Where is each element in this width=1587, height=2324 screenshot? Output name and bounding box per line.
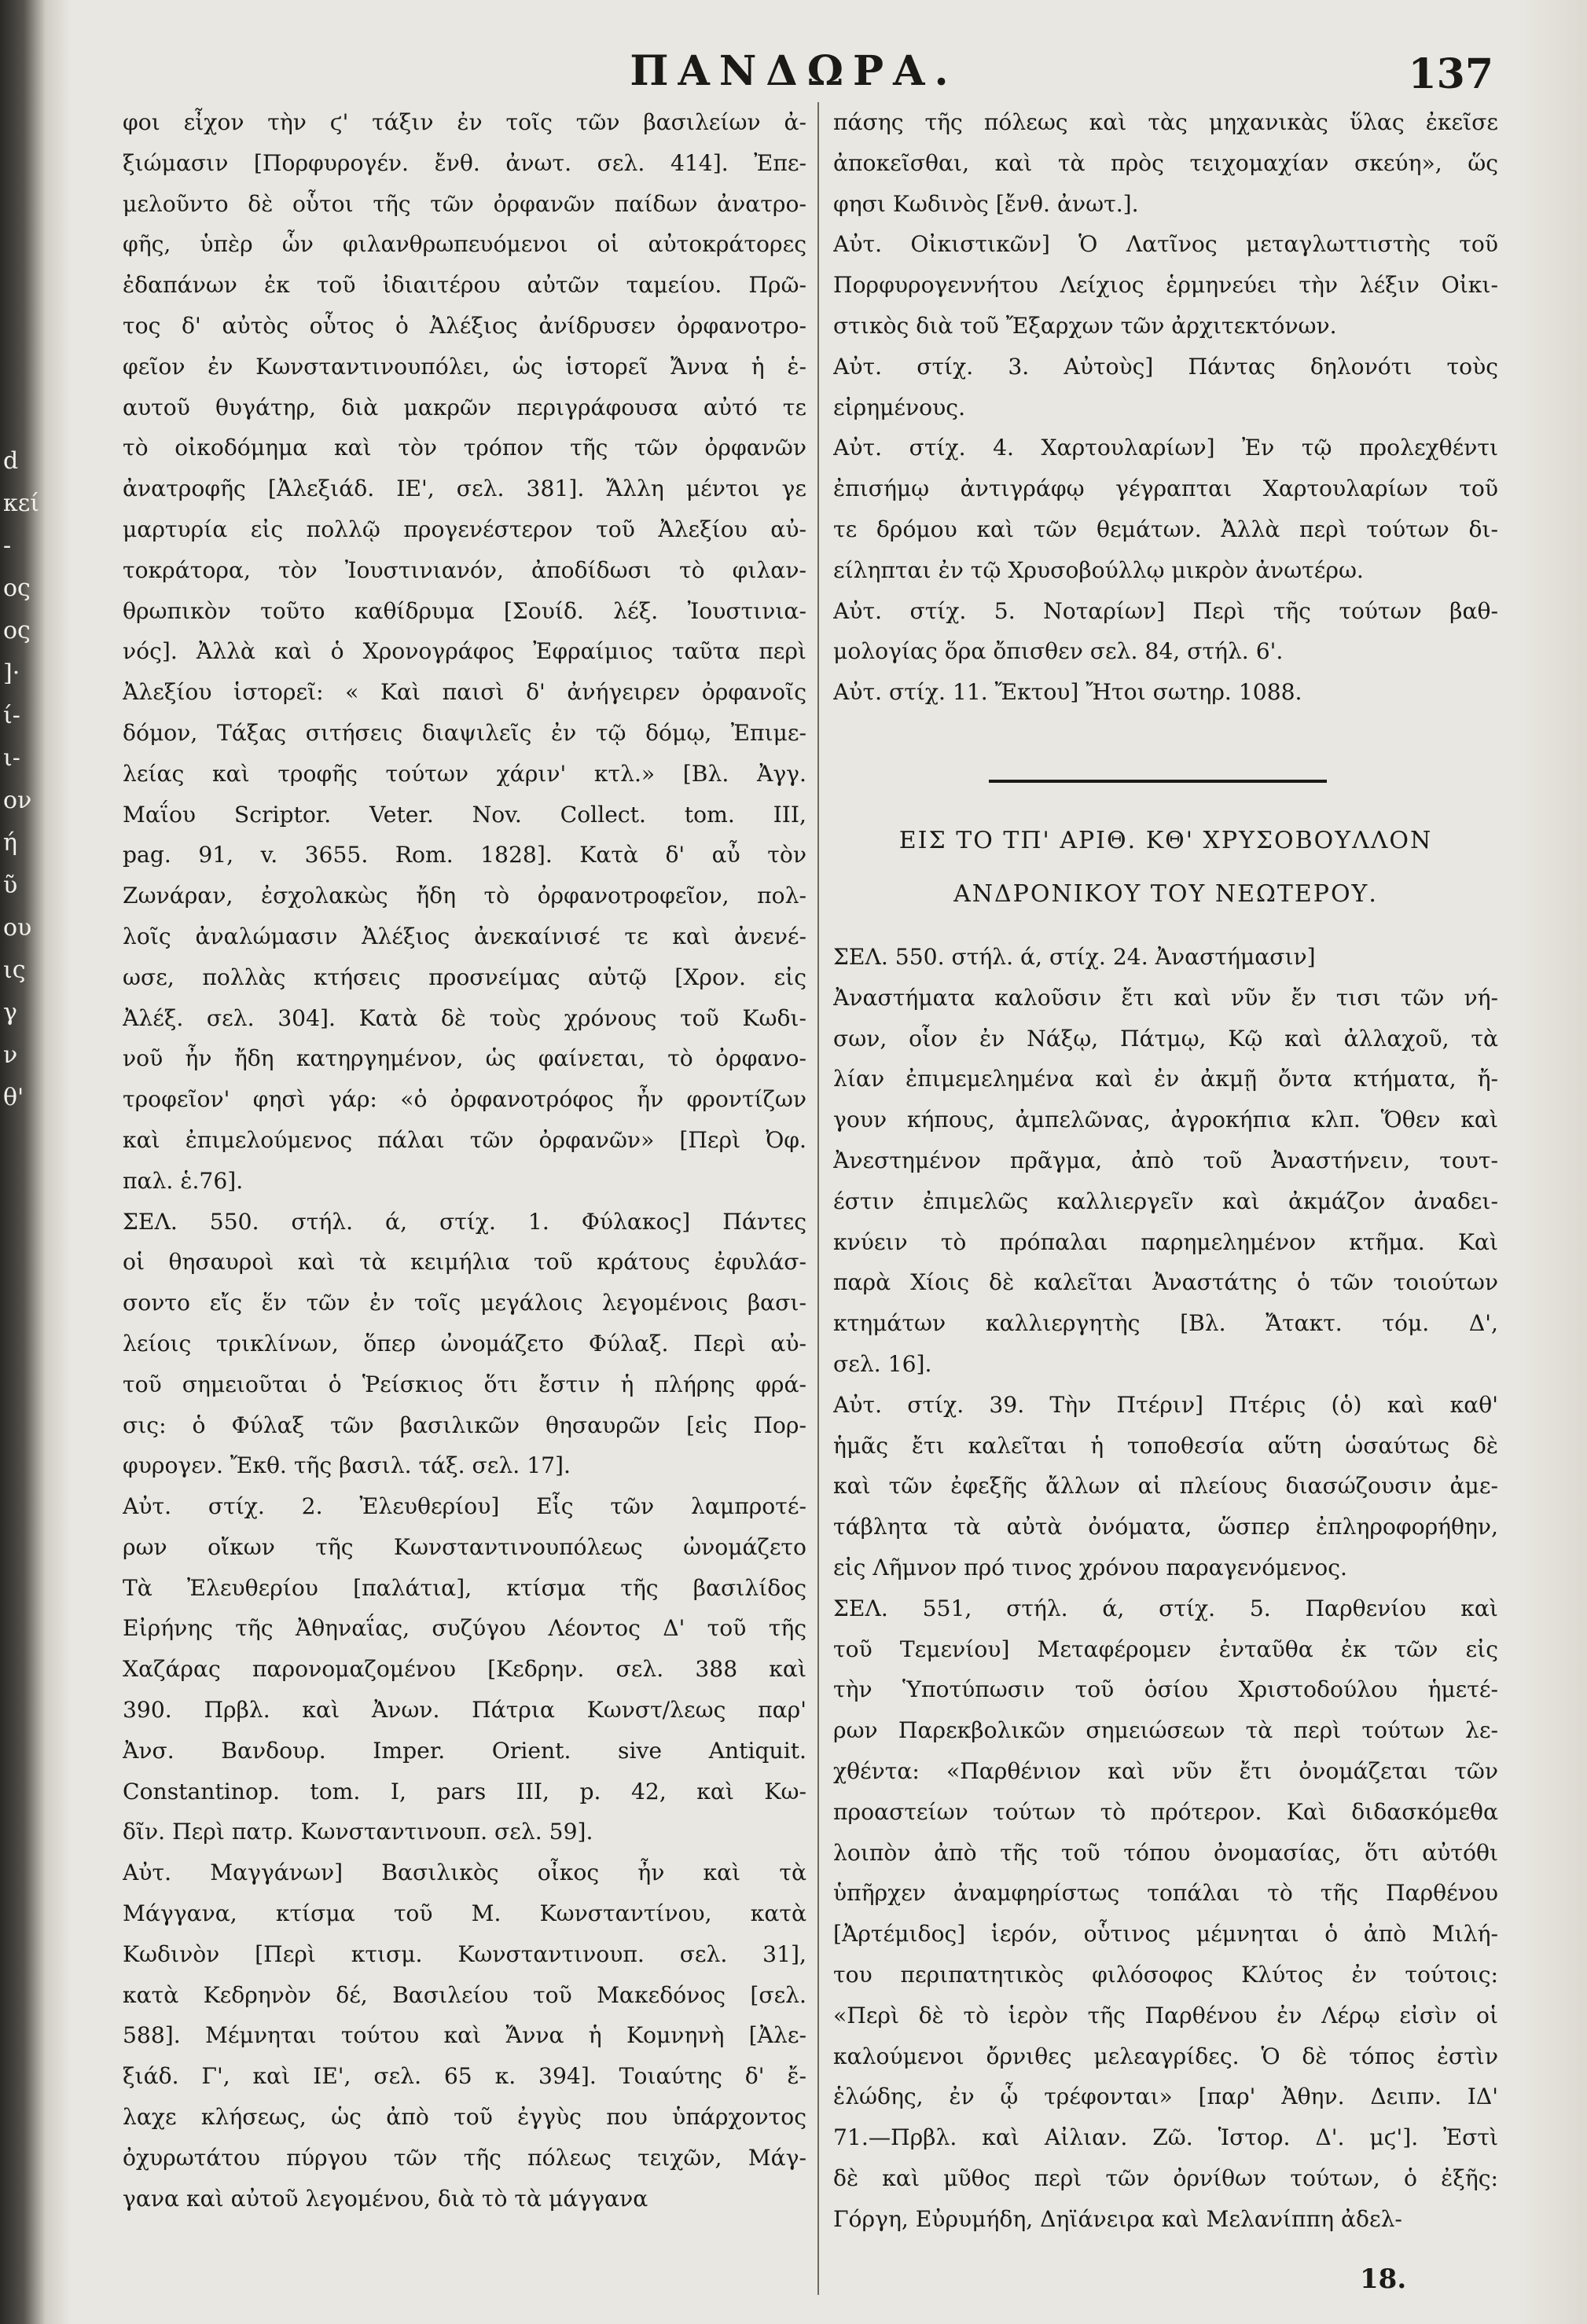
- text-line: ξιώμασιν [Πορφυρογέν. ἔνθ. ἀνωτ. σελ. 414]. Ἐπε-: [123, 149, 806, 176]
- text-line: ἐδαπάνων ἐκ τοῦ ἰδιαιτέρου αὐτῶν ταμείου. Πρῶ-: [123, 272, 806, 299]
- text-line: Αὐτ. Οἰκιστικῶν] Ὁ Λατῖνος μεταγλωττιστὴς τοῦ: [833, 231, 1498, 258]
- text-line: Κωδινὸν [Περὶ κτισμ. Κωνσταντινουπ. σελ. 31],: [123, 1940, 806, 1967]
- gutter-fragment: ις: [3, 956, 26, 984]
- text-line: Αὐτ. στίχ. 39. Τὴν Πτέριν] Πτέρις (ὁ) καὶ καθ': [833, 1391, 1498, 1418]
- text-line: τὸ οἰκοδόμημα καὶ τὸν τρόπον τῆς τῶν ὀρφανῶν: [123, 435, 806, 461]
- text-line: λοῖς ἀναλώμασιν Ἀλέξιος ἀνεκαίνισέ τε καὶ ἀνενέ-: [123, 923, 806, 949]
- gutter-fragment: γ: [3, 999, 17, 1026]
- text-line: ρων οἴκων τῆς Κωνσταντινουπόλεως ὠνομάζετο: [123, 1533, 806, 1560]
- gutter-fragment: ος: [3, 617, 31, 644]
- text-line: Ἀλέξ. σελ. 304]. Κατὰ δὲ τοὺς χρόνους τοῦ Κωδι-: [123, 1004, 806, 1031]
- text-line: Ἀνεστημένον πρᾶγμα, ἀπὸ τοῦ Ἀναστήνειν, τουτ-: [833, 1147, 1498, 1173]
- text-line: ΣΕΛ. 550. στήλ. ά, στίχ. 24. Ἀναστήμασιν]: [833, 944, 1316, 970]
- text-line: κνύειν τὸ πρόπαλαι παρημελημένον κτῆμα. Καὶ: [833, 1228, 1498, 1255]
- right-column-bottom: [833, 937, 1498, 2240]
- text-line: μολογίας ὅρα ὄπισθεν σελ. 84, στήλ. 6'.: [833, 638, 1284, 665]
- text-line: σων, οἷον ἐν Νάξῳ, Πάτμῳ, Κῷ καὶ ἀλλαχοῦ, τὰ: [833, 1025, 1498, 1052]
- section-rule: [989, 780, 1327, 783]
- text-line: νός]. Ἀλλὰ καὶ ὁ Χρονογράφος Ἐφραίμιος ταῦτα περὶ: [123, 638, 806, 665]
- text-line: λείοις τρικλίνων, ὅπερ ὠνομάζετο Φύλαξ. Περὶ αὐ-: [123, 1330, 806, 1357]
- text-line: παρὰ Χίοις δὲ καλεῖται Ἀναστάτης ὁ τῶν τοιούτων: [833, 1269, 1498, 1296]
- page-header: [94, 47, 1493, 102]
- text-line: σοντο εἴς ἕν τῶν ἐν τοῖς μεγάλοις λεγομένοις βασι-: [123, 1290, 806, 1316]
- text-line: στικὸς διὰ τοῦ Ἔξαρχων τῶν ἀρχιτεκτόνων.: [833, 312, 1337, 339]
- text-line: Πορφυρογεννήτου Λείχιος ἑρμηνεύει τὴν λέξιν Οἰκι-: [833, 272, 1498, 299]
- text-line: τοκράτορα, τὸν Ἰουστινιανόν, ἀποδίδωσι τὸ φιλαν-: [123, 556, 806, 583]
- gutter-fragment: d: [3, 447, 19, 475]
- text-line: 588]. Μέμνηται τούτου καὶ Ἄννα ἡ Κομνηνὴ [Ἀλε-: [123, 2022, 806, 2049]
- text-line: pag. 91, v. 3655. Rom. 1828]. Κατὰ δ' αὖ τὸν: [123, 842, 806, 868]
- text-line: τος δ' αὐτὸς οὗτος ὁ Ἀλέξιος ἀνίδρυσεν ὀρφανοτρο-: [123, 312, 806, 339]
- text-line: οἱ θησαυροὶ καὶ τὰ κειμήλια τοῦ κράτους ἐφυλάσ-: [123, 1249, 806, 1276]
- text-line: Ἀναστήματα καλοῦσιν ἔτι καὶ νῦν ἔν τισι τῶν νή-: [833, 984, 1498, 1011]
- text-line: Ζωνάραν, ἐσχολακὼς ἤδη τὸ ὀρφανοτροφεῖον, πολ-: [123, 883, 806, 909]
- text-line: φεῖον ἐν Κωνσταντινουπόλει, ὡς ἱστορεῖ Ἄννα ἡ ἑ-: [123, 353, 806, 380]
- section-title-line1: ΕΙΣ ΤΟ ΤΠ' ΑΡΙΘ. ΚΘ' ΧΡΥΣΟΒΟΥΛΛΟΝ: [898, 827, 1433, 854]
- text-line: Εἰρήνης τῆς Ἀθηναΐας, συζύγου Λέοντος Δ' τοῦ τῆς: [123, 1615, 806, 1642]
- left-column: [123, 102, 806, 2219]
- text-line: τε δρόμου καὶ τῶν θεμάτων. Ἀλλὰ περὶ τούτων δι-: [833, 516, 1498, 542]
- column-divider: [817, 102, 819, 2295]
- text-line: αυτοῦ θυγάτηρ, διὰ μακρῶν περιγράφουσα αὐτό τε: [123, 394, 806, 420]
- text-line: Μαΐου Scriptor. Veter. Nov. Collect. tom. III,: [123, 801, 806, 828]
- running-head: ΠΑΝΔΩΡΑ.: [630, 47, 958, 95]
- text-line: ἀποκεῖσθαι, καὶ τὰ πρὸς τειχομαχίαν σκεύη», ὥς: [833, 149, 1498, 176]
- text-line: γουν κήπους, ἀμπελῶνας, ἀγροκήπια κλπ. Ὅθεν καὶ: [833, 1107, 1498, 1133]
- text-line: καὶ ἐπιμελούμενος πάλαι τῶν ὀρφανῶν» [Περὶ Ὀφ.: [123, 1126, 806, 1153]
- page-number: 137: [1408, 50, 1493, 98]
- text-line: Αὐτ. στίχ. 11. Ἔκτου] Ἤτοι σωτηρ. 1088.: [833, 679, 1302, 706]
- text-line: 71.—Πρβλ. καὶ Αἰλιαν. Ζῶ. Ἱστορ. Δ'. μϛ']. Ἐστὶ: [833, 2124, 1498, 2151]
- text-line: 390. Πρβλ. καὶ Ἀνων. Πάτρια Κωνστ/λεως παρ': [123, 1697, 806, 1724]
- text-line: φοι εἶχον τὴν ϛ' τάξιν ἐν τοῖς τῶν βασιλείων ἀ-: [123, 109, 806, 135]
- text-line: σις: ὁ Φύλαξ τῶν βασιλικῶν θησαυρῶν [εἰς Πορ-: [123, 1412, 806, 1438]
- text-line: καλούμενοι ὄρνιθες μελεαγρίδες. Ὁ δὲ τόπος ἐστὶν: [833, 2043, 1498, 2069]
- text-line: Μάγγανα, κτίσμα τοῦ Μ. Κωνσταντίνου, κατὰ: [123, 1900, 806, 1927]
- text-line: χθέντα: «Παρθένιον καὶ νῦν ἔτι ὀνομάζεται τῶν: [833, 1757, 1498, 1784]
- text-line: λείας καὶ τροφῆς τούτων χάριν' κτλ.» [Βλ. Ἀγγ.: [123, 760, 806, 787]
- text-line: είληπται ἐν τῷ Χρυσοβούλλῳ μικρὸν ἀνωτέρω.: [833, 556, 1364, 583]
- gutter-fragment: ή: [3, 829, 17, 857]
- text-line: παλ. ἑ.76].: [123, 1167, 244, 1194]
- text-line: ἐπισήμῳ ἀντιγράφῳ γέγραπται Χαρτουλαρίων τοῦ: [833, 475, 1498, 502]
- text-line: ὑπῆρχεν ἀναμφηρίστως τοπάλαι τὸ τῆς Παρθένου: [833, 1880, 1498, 1907]
- text-line: Αὐτ. Μαγγάνων] Βασιλικὸς οἶκος ἦν καὶ τὰ: [123, 1860, 806, 1886]
- text-line: Ἀνσ. Βανδουρ. Imper. Orient. sive Antiquit.: [123, 1737, 806, 1764]
- text-line: σελ. 16].: [833, 1350, 932, 1377]
- text-line: ἀνατροφῆς [Ἀλεξιάδ. ΙΕ', σελ. 381]. Ἄλλη μέντοι γε: [123, 475, 806, 502]
- text-line: Τὰ Ἐλευθερίου [παλάτια], κτίσμα τῆς βασιλίδος: [123, 1574, 806, 1601]
- text-line: ξιάδ. Γ', καὶ ΙΕ', σελ. 65 κ. 394]. Τοιαύτης δ' ἔ-: [123, 2063, 806, 2090]
- text-line: Αὐτ. στίχ. 2. Ἐλευθερίου] Εἷς τῶν λαμπροτέ-: [123, 1493, 806, 1520]
- text-line: κτημάτων καλλιεργητὴς [Βλ. Ἄτακτ. τόμ. Δ',: [833, 1310, 1498, 1337]
- text-line: ΣΕΛ. 551, στήλ. ά, στίχ. 5. Παρθενίου καὶ: [833, 1595, 1498, 1621]
- gutter-fragment: ον: [3, 787, 32, 814]
- text-line: ωσε, πολλὰς κτήσεις προσνείμας αὐτῷ [Χρον. εἰς: [123, 964, 806, 990]
- gutter-fragment: θ': [3, 1084, 24, 1111]
- text-line: δὲ καὶ μῦθος περὶ τῶν ὀρνίθων τούτων, ὁ ἐξῆς:: [833, 2164, 1498, 2191]
- text-line: φυρογεν. Ἔκθ. τῆς βασιλ. τάξ. σελ. 17].: [123, 1452, 571, 1479]
- text-line: εἰς Λῆμνον πρό τινος χρόνου παραγενόμενος.: [833, 1554, 1348, 1581]
- text-line: τοῦ σημειοῦται ὁ Ῥείσκιος ὅτι ἔστιν ἡ πλήρης φρά-: [123, 1371, 806, 1397]
- signature-mark: 18.: [1360, 2263, 1407, 2295]
- text-line: δῖν. Περὶ πατρ. Κωνσταντινουπ. σελ. 59].: [123, 1819, 593, 1845]
- gutter-fragment: -: [3, 532, 12, 560]
- gutter-fragment: ος: [3, 575, 31, 602]
- text-line: μελοῦντο δὲ οὗτοι τῆς τῶν ὀρφανῶν παίδων ἀνατρο-: [123, 190, 806, 217]
- text-line: κατὰ Κεδρηνὸν δέ, Βασιλείου τοῦ Μακεδόνος [σελ.: [123, 1981, 806, 2008]
- text-line: προαστείων τούτων τὸ πρότερον. Καὶ διδασκόμεθα: [833, 1798, 1498, 1825]
- text-line: Αὐτ. στίχ. 5. Νοταρίων] Περὶ τῆς τούτων βαθ-: [833, 597, 1498, 624]
- text-line: μαρτυρία εἰς πολλῷ προγενέστερον τοῦ Ἀλεξίου αὐ-: [123, 516, 806, 542]
- gutter-fragment: ι-: [3, 744, 20, 772]
- text-line: ΣΕΛ. 550. στήλ. ά, στίχ. 1. Φύλακος] Πάντες: [123, 1208, 806, 1235]
- section-title-line2: ΑΝΔΡΟΝΙΚΟΥ ΤΟΥ ΝΕΩΤΕΡΟΥ.: [953, 880, 1378, 908]
- text-line: «Περὶ δὲ τὸ ἱερὸν τῆς Παρθένου ἐν Λέρῳ εἰσὶν οἱ: [833, 2002, 1498, 2028]
- gutter-fragment: κεί: [3, 490, 40, 517]
- text-line: φῆς, ὑπὲρ ὧν φιλανθρωπευόμενοι οἱ αὐτοκράτορες: [123, 231, 806, 258]
- text-line: ρων Παρεκβολικῶν σημειώσεων τὰ περὶ τούτων λε-: [833, 1717, 1498, 1744]
- text-line: λοιπὸν ἀπὸ τῆς τοῦ τόπου ὀνομασίας, ὅτι αὐτόθι: [833, 1839, 1498, 1866]
- text-line: γανα καὶ αὐτοῦ λεγομένου, διὰ τὸ τὰ μάγγανα: [123, 2185, 648, 2212]
- text-line: τάβλητα τὰ αὐτὰ ὀνόματα, ὥσπερ ἐπληροφορήθην,: [833, 1514, 1498, 1540]
- text-line: τοῦ Τεμενίου] Μεταφέρομεν ἐνταῦθα ἐκ τῶν εἰς: [833, 1636, 1498, 1662]
- text-line: πάσης τῆς πόλεως καὶ τὰς μηχανικὰς ὕλας ἐκεῖσε: [833, 109, 1498, 135]
- text-line: Αὐτ. στίχ. 4. Χαρτουλαρίων] Ἐν τῷ προλεχθέντι: [833, 435, 1498, 461]
- text-line: Χαζάρας παρονομαζομένου [Κεδρην. σελ. 388 καὶ: [123, 1656, 806, 1683]
- text-line: δόμον, Τάξας σιτήσεις διαψιλεῖς ἐν τῷ δόμῳ, Ἐπιμε-: [123, 719, 806, 746]
- text-line: θρωπικὸν τοῦτο καθίδρυμα [Σουίδ. λέξ. Ἰουστινια-: [123, 597, 806, 624]
- text-line: Ἀλεξίου ἱστορεῖ: « Καὶ παισὶ δ' ἀνήγειρεν ὀρφανοῖς: [123, 679, 806, 706]
- text-line: ὀχυρωτάτου πύργου τῶν τῆς πόλεως τειχῶν, Μάγ-: [123, 2144, 806, 2171]
- text-line: Αὐτ. στίχ. 3. Αὐτοὺς] Πάντας δηλονότι τοὺς: [833, 353, 1498, 380]
- text-line: ἑλώδης, ἐν ᾧ τρέφονται» [παρ' Ἀθην. Δειπν. ΙΔ': [833, 2084, 1498, 2110]
- text-line: λίαν ἐπιμεμελημένα καὶ ἐν ἀκμῇ ὄντα κτήματα, ἤ-: [833, 1066, 1498, 1092]
- gutter-fragment: ῦ: [3, 872, 18, 899]
- text-line: τροφεῖον' φησὶ γάρ: «ὁ ὀρφανοτρόφος ἦν φροντίζων: [123, 1086, 806, 1113]
- text-line: εἰρημένους.: [833, 394, 966, 420]
- right-column-top: [833, 102, 1498, 713]
- text-line: νοῦ ἦν ἤδη κατηργημένον, ὡς φαίνεται, τὸ ὀρφανο-: [123, 1045, 806, 1072]
- text-line: φησι Κωδινὸς [ἔνθ. ἀνωτ.].: [833, 190, 1139, 217]
- text-line: λαχε κλήσεως, ὡς ἀπὸ τοῦ ἐγγὺς που ὑπάρχοντος: [123, 2104, 806, 2131]
- text-line: του περιπατητικὸς φιλόσοφος Κλύτος ἐν τούτοις:: [833, 1961, 1498, 1988]
- gutter-fragment: ]·: [3, 659, 20, 687]
- text-line: ἡμᾶς ἔτι καλεῖται ἡ τοποθεσία αὕτη ὡσαύτως δὲ: [833, 1432, 1498, 1459]
- text-line: Γόργη, Εὐρυμήδη, Δηϊάνειρα καὶ Μελανίππη ἀδελ-: [833, 2205, 1402, 2232]
- text-line: έστιν ἐπιμελῶς καλλιεργεῖν καὶ ἀκμάζον ἀναδει-: [833, 1188, 1498, 1214]
- text-line: Constantinop. tom. I, pars III, p. 42, καὶ Κω-: [123, 1778, 806, 1804]
- gutter-fragment: ί-: [3, 702, 20, 729]
- gutter-fragments: [0, 440, 40, 1119]
- gutter-fragment: ν: [3, 1041, 18, 1069]
- text-line: [Ἀρτέμιδος] ἱερόν, οὗτινος μέμνηται ὁ ἀπὸ Μιλή-: [833, 1921, 1498, 1948]
- text-line: τὴν Ὑποτύπωσιν τοῦ ὁσίου Χριστοδούλου ἡμετέ-: [833, 1676, 1498, 1703]
- gutter-fragment: ου: [3, 914, 32, 942]
- text-line: καὶ τῶν ἐφεξῆς ἄλλων αἱ πλείους διασώζουσιν ἀμε-: [833, 1473, 1498, 1500]
